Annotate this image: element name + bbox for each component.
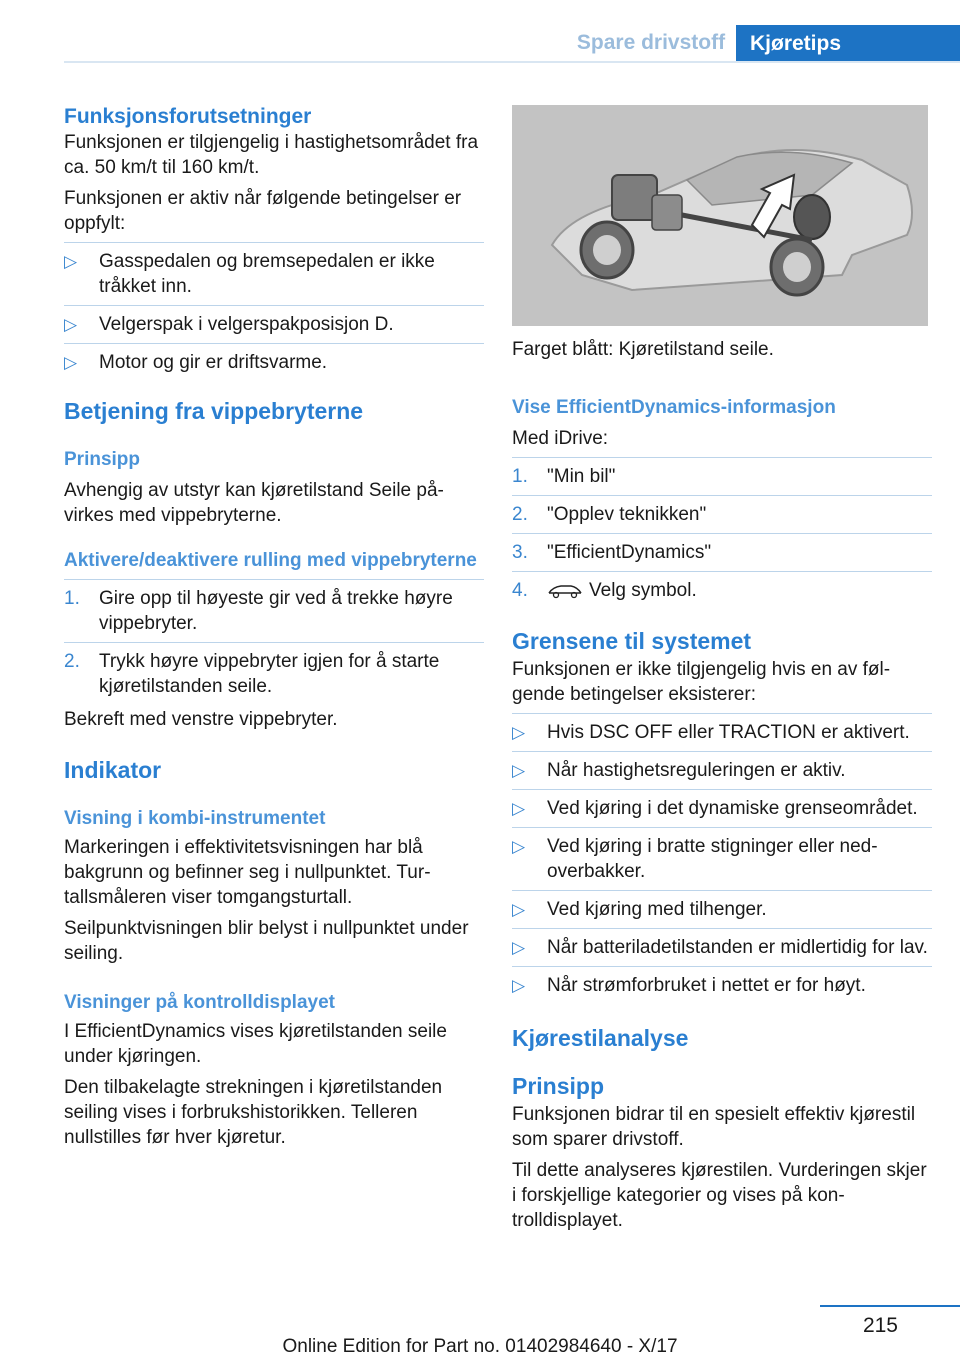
divider bbox=[512, 789, 932, 790]
heading-betjening: Betjening fra vippebryterne bbox=[64, 398, 364, 424]
divider bbox=[512, 928, 932, 929]
paragraph: I EfficientDynamics vises kjøretilstanden seile under kjøringen. bbox=[64, 1021, 447, 1067]
heading-funksjonsforutsetninger: Funksjonsforutsetninger bbox=[64, 105, 312, 128]
divider bbox=[512, 751, 932, 752]
paragraph: Bekreft med venstre vippebryter. bbox=[64, 709, 338, 730]
heading-prinsipp: Prinsipp bbox=[64, 449, 141, 470]
list-item: 2. "Opplev teknikken" bbox=[512, 504, 707, 525]
paragraph: Funksjonen er tilgjengelig i hastighetsområdet fra ca. 50 km/t til 160 km/t. bbox=[64, 132, 479, 178]
list-item: ▷ Når batteriladetilstanden er midlertidig for lav. bbox=[512, 937, 928, 958]
paragraph: Avhengig av utstyr kan kjøretilstand Seile påvirkes med vippebryterne. bbox=[64, 480, 444, 526]
divider bbox=[64, 579, 484, 580]
list-item: ▷ Gasspedalen og bremsepedalen er ikke tråkket inn. bbox=[64, 251, 435, 297]
divider bbox=[512, 495, 932, 496]
paragraph: Seilpunktvisningen blir belyst i nullpunktet under seiling. bbox=[64, 918, 469, 964]
paragraph: Funksjonen er aktiv når følgende betingelser er oppfylt: bbox=[64, 188, 462, 234]
heading-kjorestilanalyse: Kjørestilanalyse bbox=[512, 1025, 689, 1051]
heading-aktivere: Aktivere/deaktivere rulling med vippebryterne bbox=[64, 550, 477, 571]
divider bbox=[512, 457, 932, 458]
figure-caption: Farget blått: Kjøretilstand seile. bbox=[512, 339, 774, 360]
triangle-bullet-icon: ▷ bbox=[512, 723, 526, 742]
list-item: ▷ Ved kjøring med tilhenger. bbox=[512, 899, 767, 920]
paragraph: Til dette analyseres kjørestilen. Vurderingen skjer i forskjellige kategorier og vises på kontrolldisplayet. bbox=[512, 1160, 927, 1231]
triangle-bullet-icon: ▷ bbox=[512, 900, 526, 919]
list-item: 4. Velg symbol. bbox=[512, 580, 697, 601]
idrive-steps-list bbox=[512, 464, 932, 603]
steps-list bbox=[64, 586, 484, 699]
list-item: ▷ Ved kjøring i det dynamiske grenseområdet. bbox=[512, 798, 918, 819]
left-column bbox=[64, 100, 484, 1150]
list-item: ▷ Velgerspak i velgerspakposisjon D. bbox=[64, 314, 394, 335]
triangle-bullet-icon: ▷ bbox=[64, 353, 78, 372]
limits-bullet-list bbox=[512, 720, 932, 998]
paragraph: Den tilbakelagte strekningen i kjøretilstanden seiling vises i forbrukshistorikken. Telleren nullstilles før hver kjøretur. bbox=[64, 1077, 443, 1148]
page-number: 215 bbox=[862, 1314, 898, 1337]
list-item: ▷ Når strømforbruket i nettet er for høyt. bbox=[512, 975, 866, 996]
list-item: 2. Trykk høyre vippebryter igjen for å starte kjøretilstanden seile. bbox=[64, 651, 440, 697]
footer-accent-line bbox=[820, 1305, 960, 1307]
list-item: ▷ Når hastighetsreguleringen er aktiv. bbox=[512, 760, 846, 781]
triangle-bullet-icon: ▷ bbox=[512, 837, 526, 856]
heading-grensene: Grensene til systemet bbox=[512, 628, 752, 654]
divider bbox=[64, 343, 484, 344]
car-illustration bbox=[512, 105, 928, 326]
heading-visninger-kontrolldisplay: Visninger på kontrolldisplayet bbox=[64, 992, 335, 1013]
list-item: 1. "Min bil" bbox=[512, 466, 616, 487]
heading-vise-efficientdynamics: Vise EfficientDynamics-informasjon bbox=[512, 397, 836, 418]
divider bbox=[512, 713, 932, 714]
header-tab-spare-drivstoff[interactable]: Spare drivstoff bbox=[576, 31, 726, 54]
list-item: ▷ Motor og gir er driftsvarme. bbox=[64, 352, 328, 373]
paragraph: Funksjonen er ikke tilgjengelig hvis en av følgende betingelser eksisterer: bbox=[512, 659, 891, 705]
divider bbox=[512, 571, 932, 572]
car-symbol-icon bbox=[547, 581, 583, 601]
car-drivetrain-figure bbox=[512, 105, 928, 326]
heading-indikator: Indikator bbox=[64, 757, 162, 783]
divider bbox=[512, 827, 932, 828]
list-item: ▷ Hvis DSC OFF eller TRACTION er aktivert. bbox=[512, 722, 910, 743]
bullet-list bbox=[64, 249, 484, 375]
header-divider bbox=[64, 61, 960, 63]
list-item: ▷ Ved kjøring i bratte stigninger eller nedoverbakker. bbox=[512, 836, 878, 882]
right-column bbox=[512, 105, 932, 1233]
triangle-bullet-icon: ▷ bbox=[512, 799, 526, 818]
divider bbox=[512, 890, 932, 891]
list-item: 1. Gire opp til høyeste gir ved å trekke høyre vippebryter. bbox=[64, 588, 453, 634]
triangle-bullet-icon: ▷ bbox=[64, 252, 78, 271]
list-item: 3. "EfficientDynamics" bbox=[512, 542, 712, 563]
triangle-bullet-icon: ▷ bbox=[512, 976, 526, 995]
divider bbox=[64, 642, 484, 643]
paragraph: Funksjonen bidrar til en spesielt effektiv kjørestil som sparer drivstoff. bbox=[512, 1104, 916, 1150]
triangle-bullet-icon: ▷ bbox=[512, 761, 526, 780]
heading-visning-kombi: Visning i kombi-instrumentet bbox=[64, 808, 326, 829]
header-tab-kjoretips[interactable]: Kjøretips bbox=[736, 25, 960, 63]
divider bbox=[512, 533, 932, 534]
divider bbox=[64, 305, 484, 306]
divider bbox=[512, 966, 932, 967]
footer-edition: Online Edition for Part no. 01402984640 - X/17 bbox=[282, 1336, 678, 1357]
triangle-bullet-icon: ▷ bbox=[64, 315, 78, 334]
heading-prinsipp-kjorestil: Prinsipp bbox=[512, 1073, 605, 1099]
triangle-bullet-icon: ▷ bbox=[512, 938, 526, 957]
paragraph: Markeringen i effektivitetsvisningen har blå bakgrunn og befinner seg i nullpunktet. Turtallsmåleren viser tomgangsturtall. bbox=[64, 837, 431, 908]
divider bbox=[64, 242, 484, 243]
paragraph: Med iDrive: bbox=[512, 428, 609, 449]
